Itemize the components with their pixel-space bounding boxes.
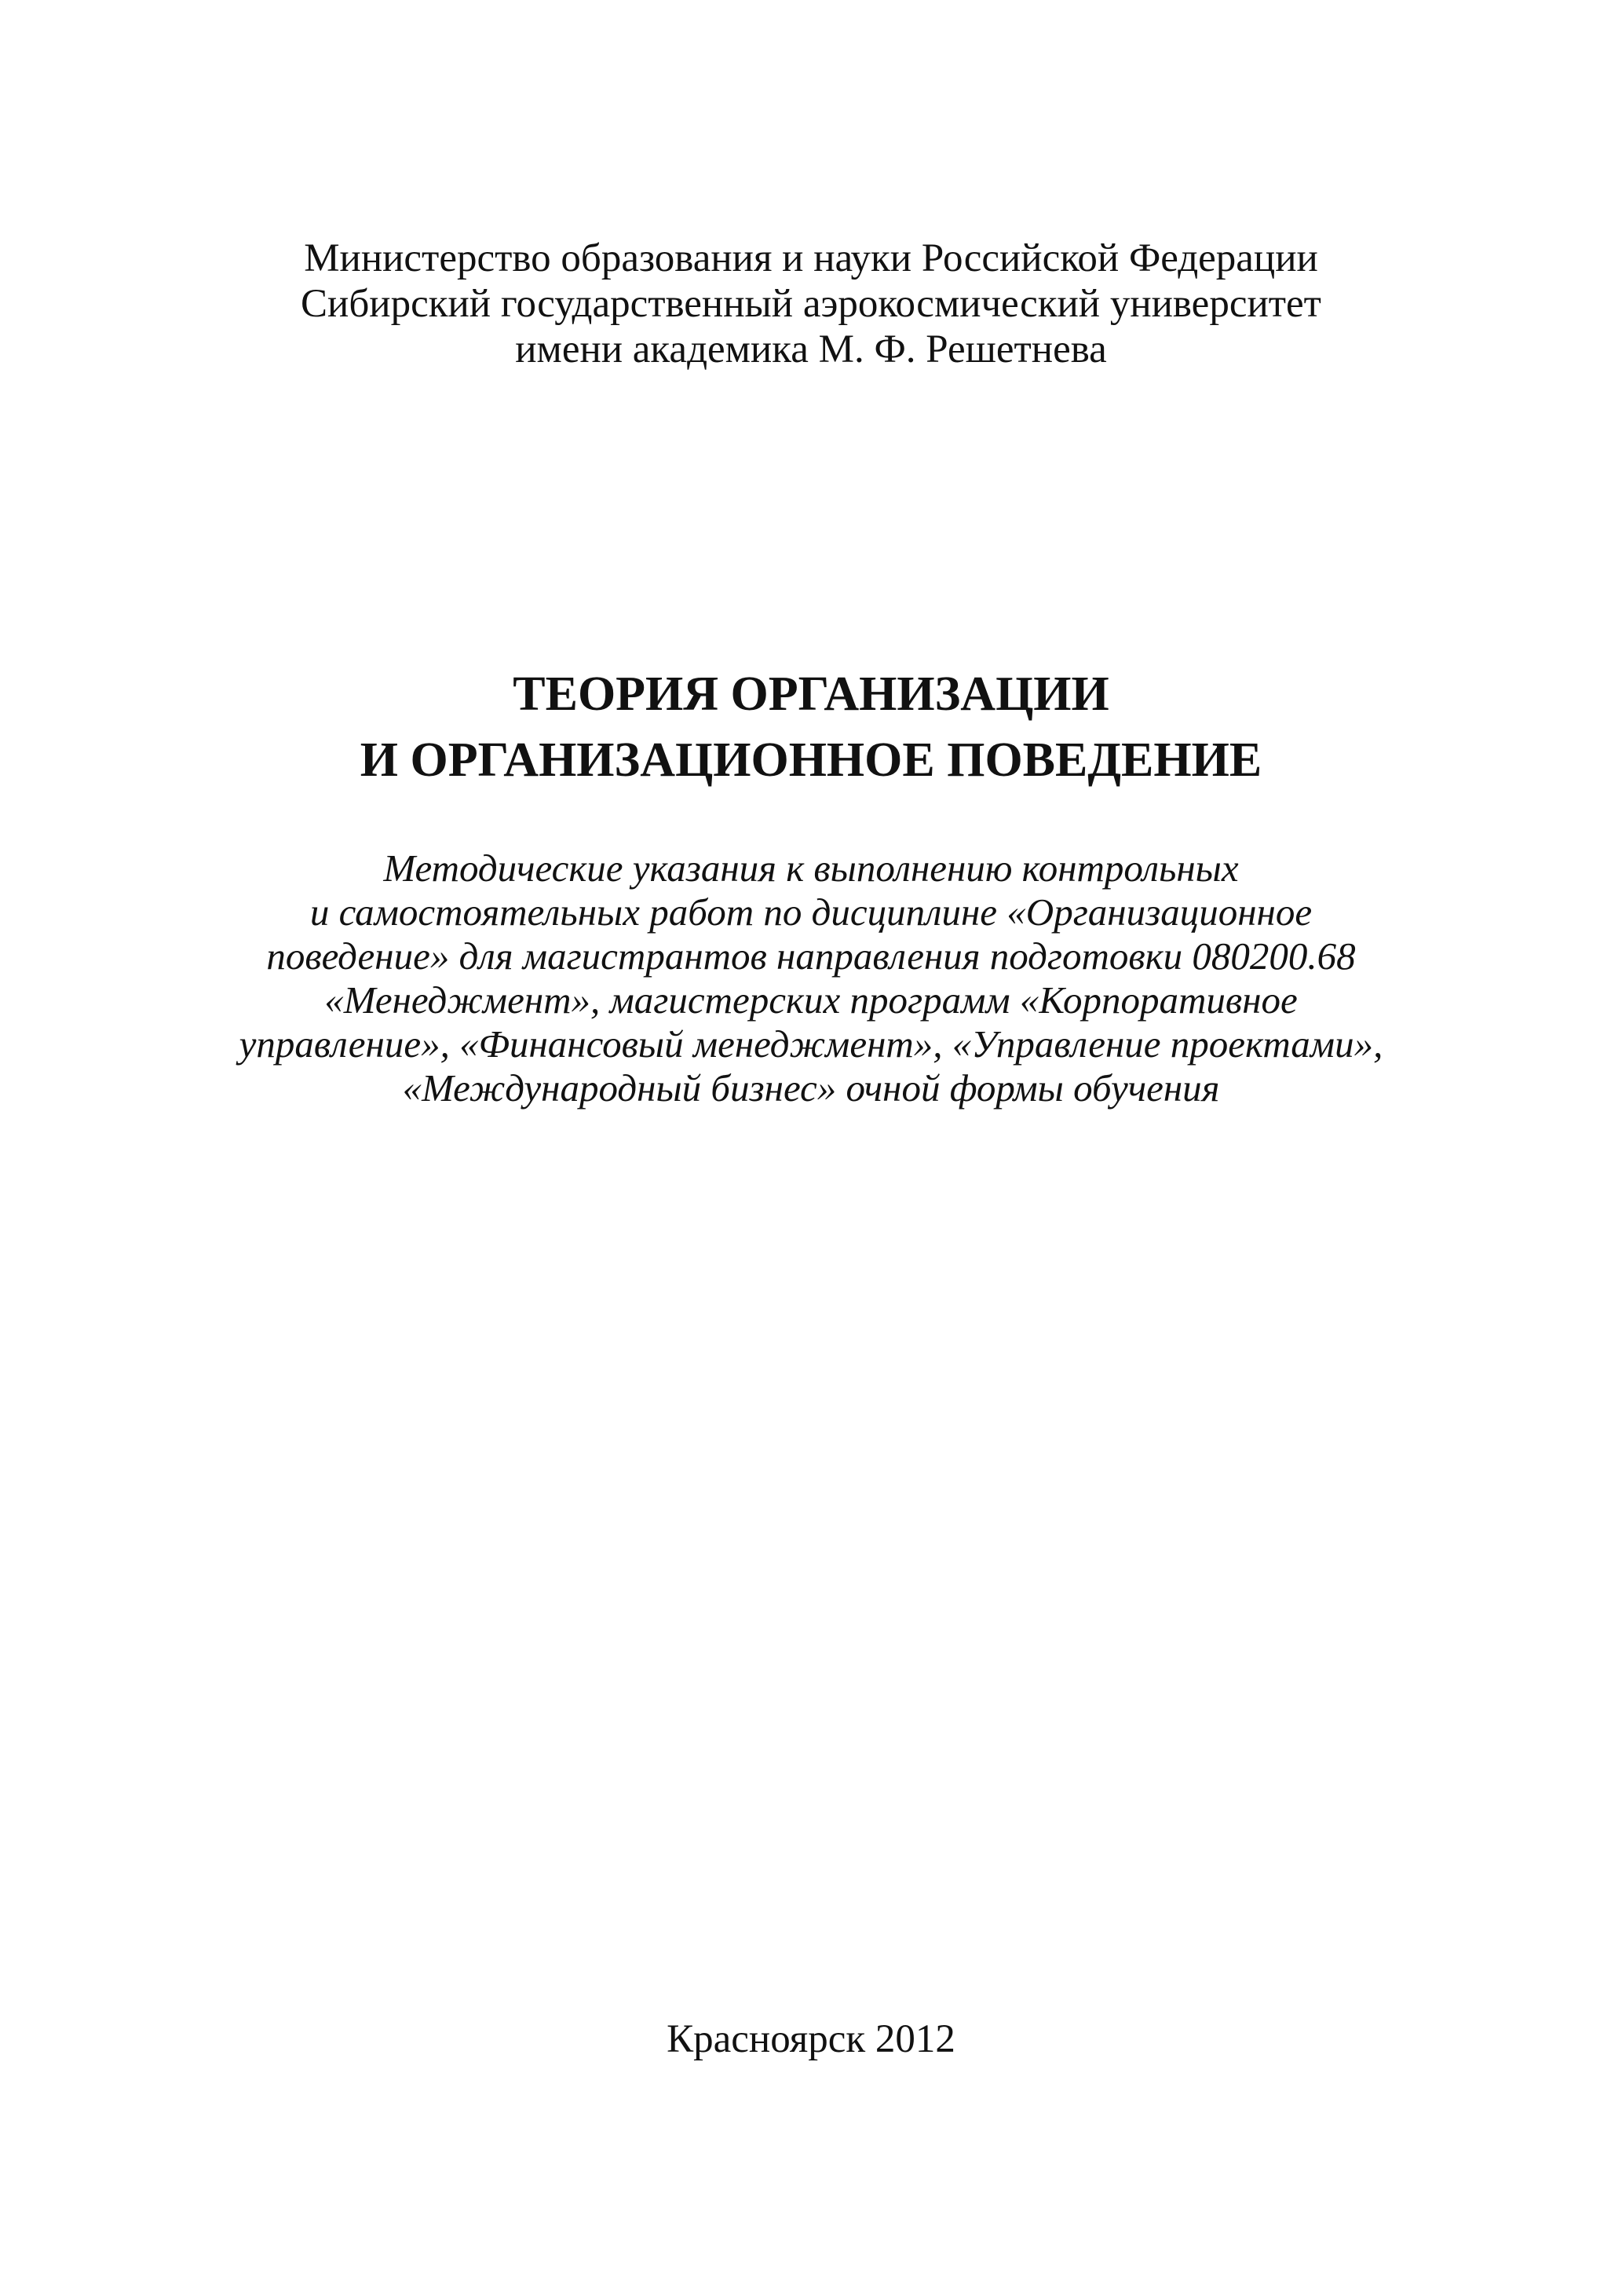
description-line-6: «Международный бизнес» очной формы обучения xyxy=(402,1066,1220,1110)
university-line: Сибирский государственный аэрокосмический университет xyxy=(301,282,1321,326)
ministry-line: Министерство образования и науки Российской Федерации xyxy=(304,236,1318,280)
city-year: Красноярск 2012 xyxy=(667,2017,955,2061)
description-line-3: поведение» для магистрантов направления подготовки 080200.68 xyxy=(266,934,1356,978)
description-line-2: и самостоятельных работ по дисциплине «Организационное xyxy=(309,890,1313,934)
description-line-1: Методические указания к выполнению контрольных xyxy=(383,846,1239,890)
university-name-line: имени академика М. Ф. Решетнева xyxy=(515,327,1107,371)
description-line-4: «Менеджмент», магистерских программ «Корпоративное xyxy=(324,978,1298,1022)
document-title-line-2: И ОРГАНИЗАЦИОННОЕ ПОВЕДЕНИЕ xyxy=(360,733,1262,787)
description-line-5: управление», «Финансовый менеджмент», «Управление проектами», xyxy=(239,1022,1383,1066)
document-title-line-1: ТЕОРИЯ ОРГАНИЗАЦИИ xyxy=(513,667,1109,721)
